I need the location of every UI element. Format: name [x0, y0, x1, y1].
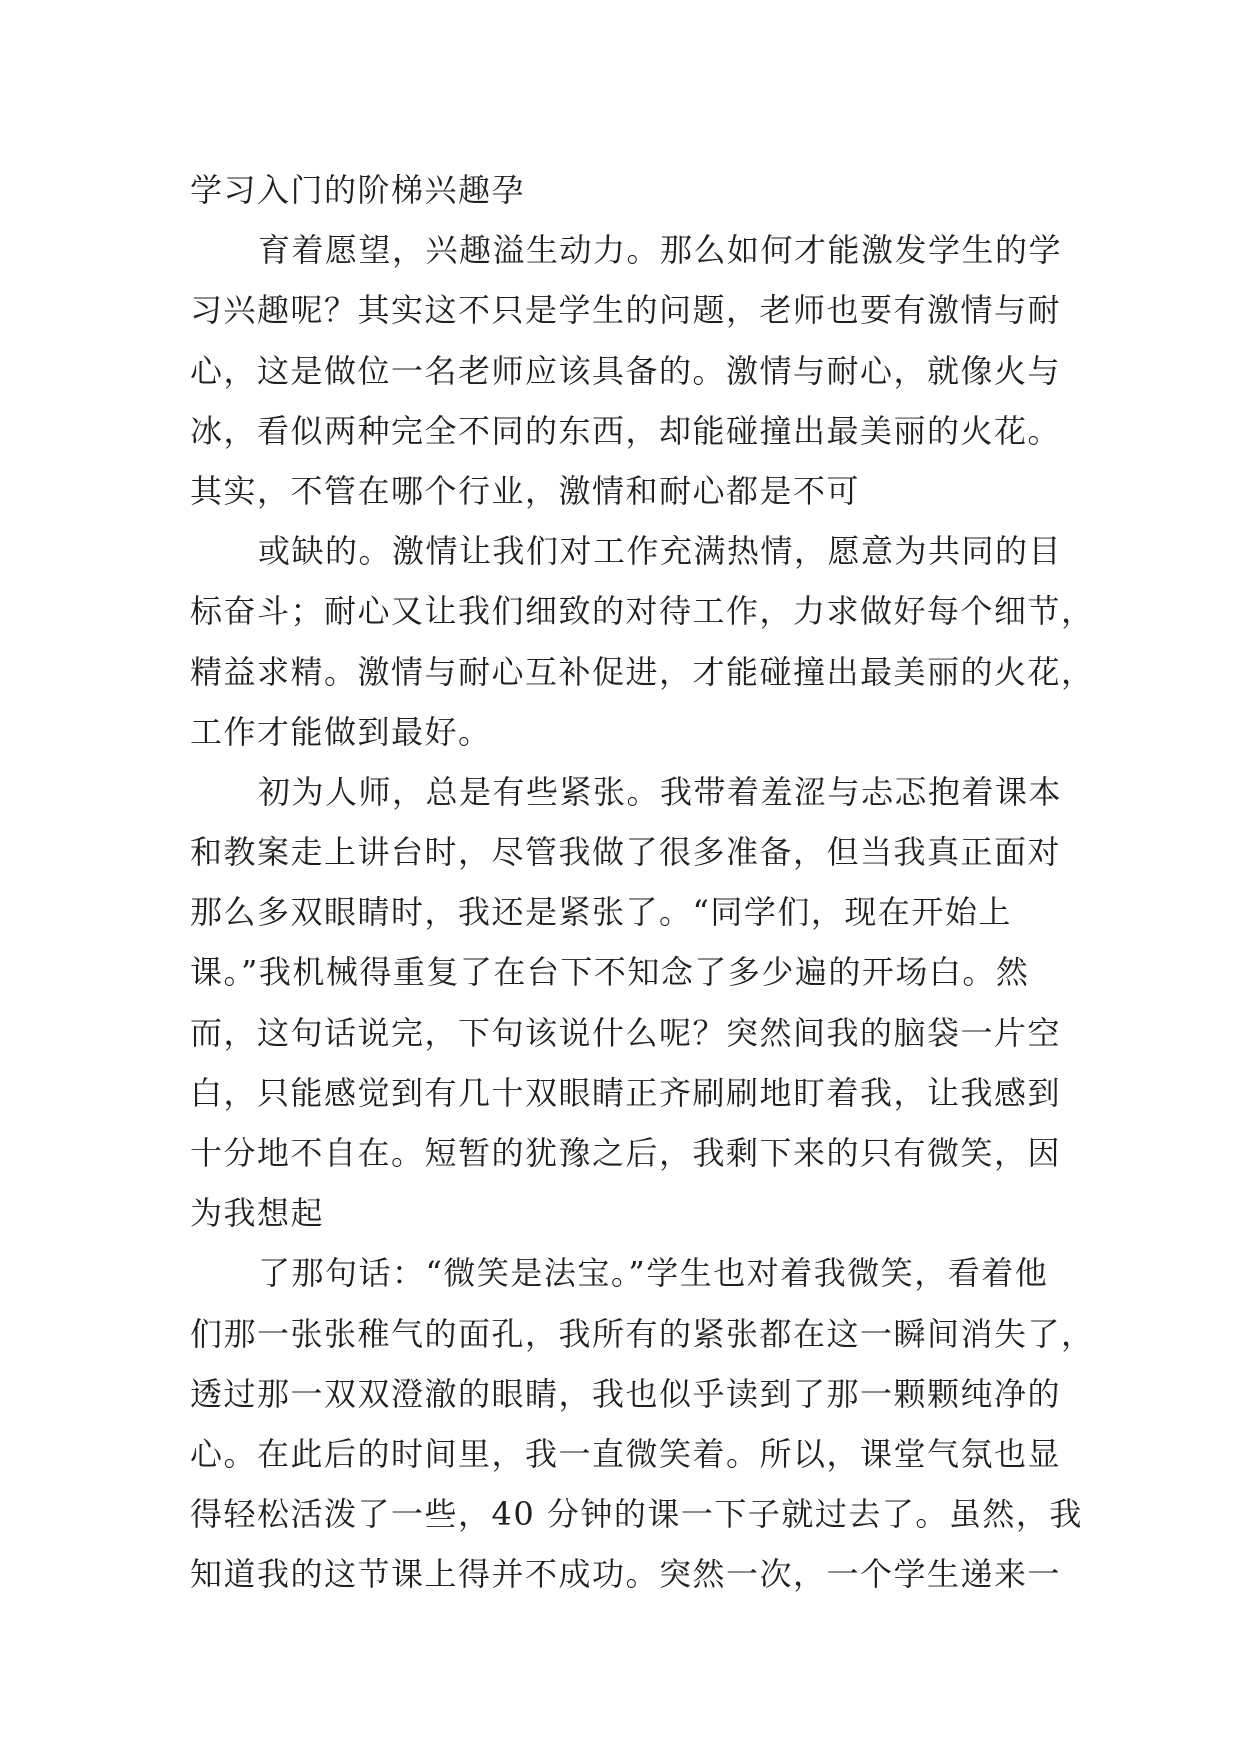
text-line: 知道我的这节课上得并不成功。突然一次，一个学生递来一: [190, 1555, 1062, 1594]
text-line: 或缺的。激情让我们对工作充满热情，愿意为共同的目: [258, 532, 1063, 571]
text-line: 和教案走上讲台时，尽管我做了很多准备，但当我真正面对: [190, 833, 1062, 872]
text-line: 精益求精。激情与耐心互补促进，才能碰撞出最美丽的火花，: [190, 652, 1095, 691]
text-line: 学习入门的阶梯兴趣孕: [190, 171, 526, 209]
text-line: 习兴趣呢？其实这不只是学生的问题，老师也要有激情与耐: [190, 291, 1062, 330]
text-line: 冰，看似两种完全不同的东西，却能碰撞出最美丽的火花。: [190, 411, 1062, 450]
document-body: [190, 160, 1095, 1605]
text-line: 那么多双眼睛时，我还是紧张了。“同学们，现在开始上: [190, 893, 1012, 932]
text-line: 十分地不自在。短暂的犹豫之后，我剩下来的只有微笑，因: [190, 1134, 1062, 1172]
text-line: 为我想起: [190, 1194, 325, 1233]
text-line: 标奋斗；耐心又让我们细致的对待工作，力求做好每个细节，: [190, 592, 1095, 631]
text-line: 初为人师，总是有些紧张。我带着羞涩与忐忑抱着课本: [258, 772, 1063, 811]
text-line: 育着愿望，兴趣溢生动力。那么如何才能激发学生的学: [258, 231, 1063, 270]
text-line: 透过那一双双澄澈的眼睛，我也似乎读到了那一颗颗纯净的: [190, 1374, 1062, 1413]
text-line: 课。”我机械得重复了在台下不知念了多少遍的开场白。然: [190, 953, 1030, 992]
text-line: 白，只能感觉到有几十双眼睛正齐刷刷地盯着我，让我感到: [190, 1073, 1062, 1112]
text-line: 工作才能做到最好。: [190, 712, 492, 751]
text-line: 心。在此后的时间里，我一直微笑着。所以，课堂气氛也显: [190, 1434, 1062, 1473]
text-line: 其实，不管在哪个行业，激情和耐心都是不可: [190, 471, 861, 510]
text-line: 们那一张张稚气的面孔，我所有的紧张都在这一瞬间消失了，: [190, 1314, 1095, 1353]
text-line: 心，这是做位一名老师应该具备的。激情与耐心，就像火与: [190, 351, 1062, 390]
text-line: 得轻松活泼了一些，40 分钟的课一下子就过去了。虽然，我: [190, 1495, 1083, 1534]
text-line: 了那句话：“微笑是法宝。”学生也对着我微笑，看着他: [258, 1254, 1049, 1293]
text-line: 而，这句话说完，下句该说什么呢？突然间我的脑袋一片空: [190, 1013, 1062, 1052]
